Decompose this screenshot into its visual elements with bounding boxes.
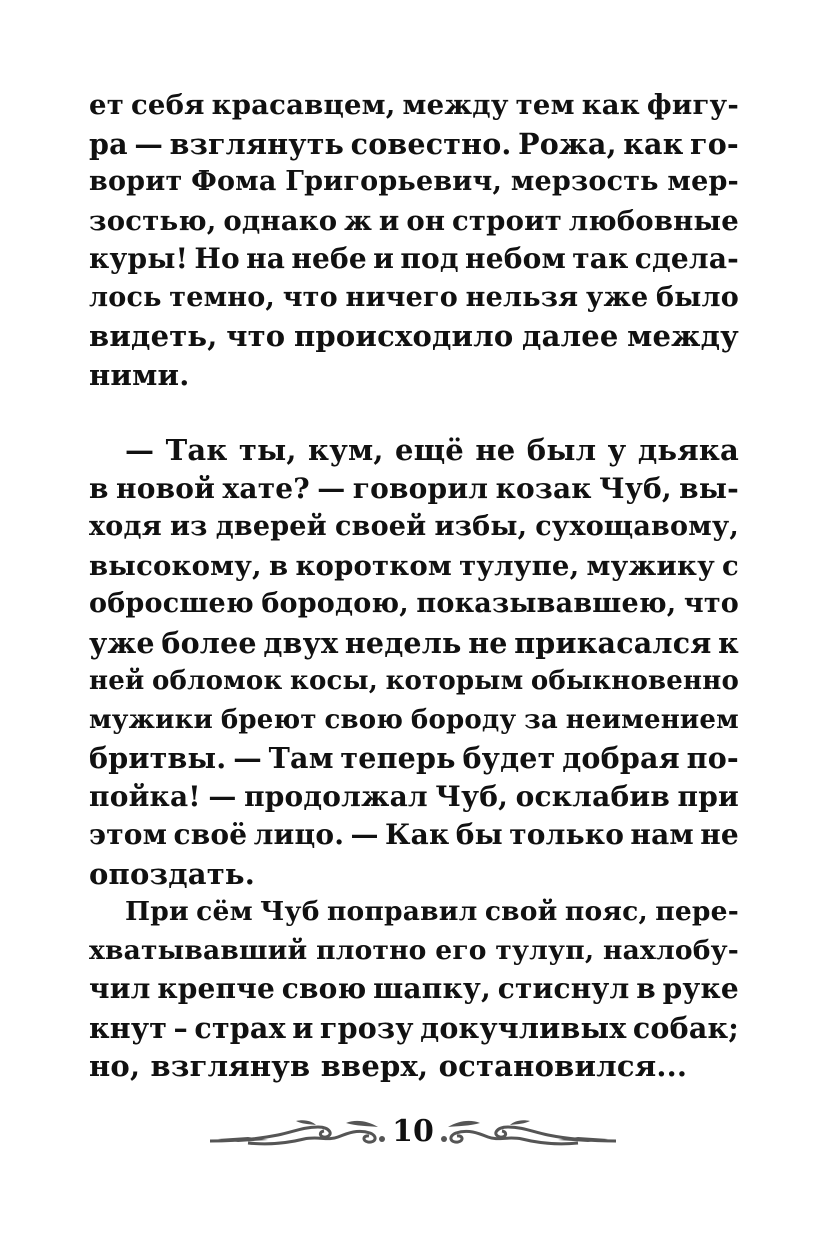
word: Фома bbox=[191, 166, 277, 197]
word: хватывавший bbox=[89, 934, 308, 966]
word: бородою, bbox=[261, 588, 409, 619]
word: тулупе, bbox=[459, 549, 580, 582]
word: Григорьевич, bbox=[285, 166, 503, 197]
word: Чуб bbox=[260, 896, 320, 927]
word: кум, bbox=[308, 433, 384, 467]
word: и bbox=[373, 242, 395, 275]
word: между bbox=[627, 319, 739, 353]
word: пере- bbox=[655, 896, 739, 927]
word: к bbox=[718, 625, 739, 660]
word: бы bbox=[455, 818, 503, 851]
word: куры! bbox=[89, 242, 189, 275]
word: не bbox=[700, 818, 739, 851]
word: Но bbox=[194, 242, 240, 275]
word: — bbox=[134, 126, 164, 161]
word: красавцем, bbox=[211, 89, 396, 121]
word: бороду bbox=[410, 704, 517, 735]
word: — bbox=[317, 471, 346, 505]
word: прикасался bbox=[514, 625, 712, 660]
word: Чуб, bbox=[599, 471, 672, 505]
text-line bbox=[89, 893, 739, 932]
word: стиснул bbox=[497, 972, 630, 1005]
word: ничего bbox=[345, 281, 458, 313]
word: высокому, bbox=[89, 549, 262, 582]
text-line bbox=[89, 970, 739, 1009]
text-line bbox=[89, 279, 739, 318]
word: двух bbox=[263, 625, 339, 660]
word: взглянуть bbox=[169, 126, 345, 161]
word: ходя bbox=[89, 511, 162, 542]
word: бреют bbox=[220, 704, 317, 735]
word: Как bbox=[385, 818, 450, 851]
word: только bbox=[509, 818, 625, 851]
word: нам bbox=[630, 818, 694, 851]
word: был bbox=[526, 433, 597, 467]
word: лось bbox=[89, 281, 162, 313]
word: пояс, bbox=[564, 896, 648, 927]
word: ты, bbox=[238, 433, 297, 467]
word: плотно bbox=[316, 934, 427, 966]
paragraph-2 bbox=[89, 431, 739, 893]
word: хате? bbox=[222, 471, 310, 505]
word: уже bbox=[586, 281, 649, 313]
text-line bbox=[89, 470, 739, 509]
word: далее bbox=[522, 319, 619, 353]
word: в bbox=[269, 549, 289, 582]
word: ж bbox=[344, 204, 373, 237]
word: обломок bbox=[151, 666, 283, 696]
word: по- bbox=[686, 741, 739, 775]
text-line bbox=[89, 508, 739, 547]
word: руке bbox=[662, 972, 739, 1005]
word: косы, bbox=[289, 666, 379, 696]
word: будет bbox=[462, 741, 556, 775]
word: однако bbox=[223, 204, 338, 237]
text-line bbox=[89, 585, 739, 624]
word: При bbox=[125, 896, 189, 927]
text-line: но, взглянув вверх, остановился... bbox=[89, 1049, 688, 1083]
word: при bbox=[677, 779, 739, 813]
word: ней bbox=[89, 666, 145, 696]
word: зостью, bbox=[89, 204, 217, 237]
word: чил bbox=[89, 972, 151, 1005]
word: было bbox=[656, 281, 739, 313]
word: дьяка bbox=[637, 433, 739, 467]
paragraph-3 bbox=[89, 893, 739, 1086]
word: мужики bbox=[89, 704, 214, 735]
word: неимением bbox=[565, 704, 739, 735]
word: обыкновенно bbox=[530, 666, 739, 696]
word: что bbox=[282, 281, 338, 313]
word: новой bbox=[116, 471, 216, 505]
word: его bbox=[435, 934, 487, 966]
text-line bbox=[89, 816, 739, 855]
word: собак; bbox=[632, 1010, 739, 1045]
word: говорил bbox=[352, 471, 489, 505]
word: страх bbox=[194, 1010, 286, 1045]
word: строит bbox=[451, 204, 562, 237]
word: теперь bbox=[340, 741, 456, 775]
word: осклабив bbox=[515, 779, 670, 813]
word: под bbox=[400, 242, 459, 275]
word: что bbox=[226, 319, 286, 353]
word: свой bbox=[484, 896, 558, 927]
word: что bbox=[683, 588, 739, 619]
word: как bbox=[581, 89, 640, 121]
word: тулуп, bbox=[495, 934, 595, 966]
word: кнут bbox=[89, 1010, 168, 1045]
word: — bbox=[350, 818, 379, 851]
text-line bbox=[89, 662, 739, 701]
ornament-flourish-left-icon bbox=[208, 1115, 388, 1151]
word: козак bbox=[495, 471, 592, 505]
word: нельзя bbox=[465, 281, 579, 313]
word: сухощавому, bbox=[535, 511, 739, 542]
word: более bbox=[161, 625, 257, 660]
word: темно, bbox=[169, 281, 276, 313]
word: дверей bbox=[215, 511, 327, 542]
word: и bbox=[292, 1010, 314, 1045]
word: видеть, bbox=[89, 319, 218, 353]
word: грозу bbox=[319, 1010, 414, 1045]
word: Там bbox=[268, 741, 334, 775]
text-line bbox=[89, 125, 739, 164]
word: избы, bbox=[434, 511, 528, 542]
word: происходило bbox=[293, 319, 514, 353]
text-line bbox=[89, 202, 739, 241]
text-line bbox=[89, 778, 739, 817]
word: небе bbox=[291, 242, 367, 275]
word: пойка! bbox=[89, 779, 201, 813]
text-line bbox=[89, 431, 739, 470]
word: не bbox=[475, 433, 516, 467]
word: показывавшею, bbox=[416, 588, 677, 619]
word: за bbox=[524, 704, 558, 735]
word: Чуб, bbox=[435, 779, 509, 813]
text-line bbox=[89, 317, 739, 356]
page-footer bbox=[0, 1115, 827, 1155]
word: не bbox=[468, 625, 508, 660]
word: мерзость bbox=[510, 166, 659, 197]
word: совестно. bbox=[350, 126, 512, 161]
word: своей bbox=[334, 511, 427, 542]
word: — bbox=[125, 433, 155, 467]
word: добрая bbox=[562, 741, 680, 775]
text-line: ними. bbox=[89, 357, 190, 392]
word: мужику bbox=[586, 549, 715, 582]
text-line bbox=[89, 1009, 739, 1048]
word: между bbox=[402, 89, 509, 121]
word: ворит bbox=[89, 166, 183, 197]
text-line bbox=[89, 547, 739, 586]
paragraph-1 bbox=[89, 86, 739, 394]
word: — bbox=[208, 779, 237, 813]
text-line bbox=[89, 624, 739, 663]
word: как bbox=[623, 126, 684, 161]
word: уже bbox=[89, 625, 155, 660]
text-line bbox=[89, 701, 739, 740]
word: ет bbox=[89, 89, 124, 121]
word: на bbox=[246, 242, 286, 275]
word: лицо. bbox=[253, 818, 345, 851]
word: сём bbox=[196, 896, 253, 927]
word: он bbox=[406, 204, 446, 237]
word: тем bbox=[515, 89, 575, 121]
word: продолжал bbox=[244, 779, 428, 813]
word: которым bbox=[385, 666, 524, 696]
word: вы- bbox=[679, 471, 739, 505]
text-line bbox=[89, 739, 739, 778]
word: крепче bbox=[157, 972, 275, 1005]
word: Так bbox=[165, 433, 228, 467]
word: – bbox=[173, 1010, 188, 1045]
word: Рожа, bbox=[518, 126, 617, 161]
word: поправил bbox=[326, 896, 478, 927]
word: свою bbox=[281, 972, 367, 1005]
word: в bbox=[89, 471, 109, 505]
word: сдела- bbox=[634, 242, 739, 275]
word: шапку, bbox=[373, 972, 491, 1005]
word: в bbox=[636, 972, 656, 1005]
word: и bbox=[378, 204, 400, 237]
word: бритвы. bbox=[89, 741, 227, 775]
word: ра bbox=[89, 126, 128, 161]
word: небом bbox=[465, 242, 566, 275]
word: коротком bbox=[295, 549, 452, 582]
text-line: опоздать. bbox=[89, 856, 256, 891]
word: у bbox=[607, 433, 627, 467]
word: фигу- bbox=[646, 89, 739, 121]
word: нахлобу- bbox=[602, 934, 739, 966]
word: свою bbox=[324, 704, 404, 735]
text-line bbox=[89, 240, 739, 279]
word: этом bbox=[89, 818, 168, 851]
word: — bbox=[233, 741, 262, 775]
word: ещё bbox=[395, 433, 464, 467]
text-line bbox=[89, 86, 739, 125]
ornament-flourish-right-icon bbox=[438, 1115, 618, 1151]
word: так bbox=[572, 242, 629, 275]
word: себя bbox=[130, 89, 205, 121]
word: с bbox=[722, 549, 739, 582]
word: своё bbox=[173, 818, 248, 851]
word: мер- bbox=[667, 166, 739, 197]
word: из bbox=[169, 511, 208, 542]
text-line bbox=[89, 163, 739, 202]
word: недель bbox=[344, 625, 462, 660]
page-number: 10 bbox=[392, 1114, 434, 1149]
word: докучливых bbox=[420, 1010, 627, 1045]
word: любовные bbox=[568, 204, 739, 237]
word: го- bbox=[690, 126, 739, 161]
word: обросшею bbox=[89, 588, 254, 619]
text-line bbox=[89, 932, 739, 971]
